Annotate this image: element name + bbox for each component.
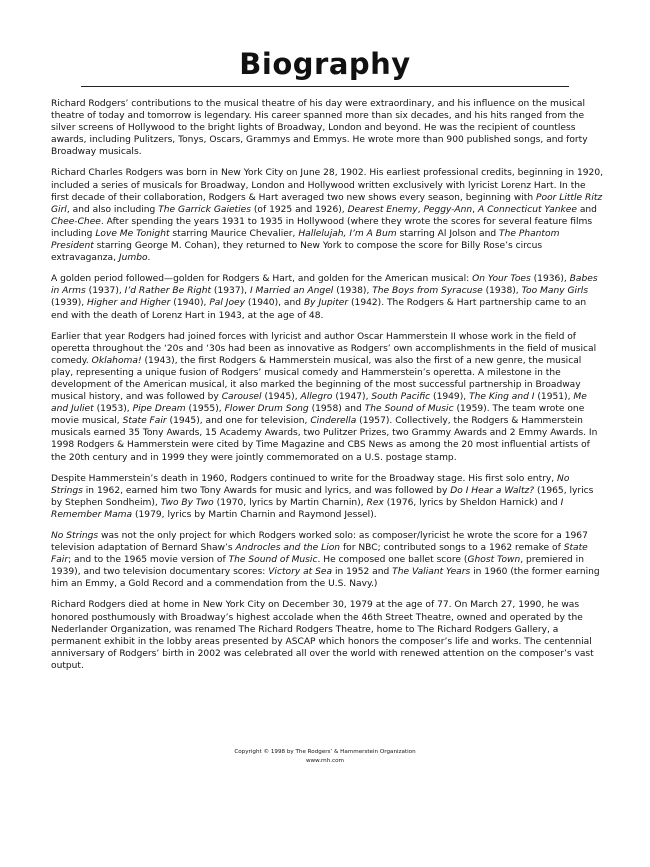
text-run: . After spending the years 1931 to 1935 in Hollywood (where they wrote the scores for several feature films including [51,216,593,239]
italic-title: On Your Toes [472,274,531,285]
text-run: . [147,253,151,264]
text-run: in 1962, earned him two Tony Awards for music and lyrics, and was followed by [82,485,451,496]
text-run: in 1960 (the former earning him an Emmy, a Gold Record and a commendation from the U.S. Navy.) [51,567,600,590]
paragraph-6 [51,530,604,590]
italic-title: Victory at Sea [268,567,333,578]
italic-title: The Phantom President [51,228,560,252]
text-run: (1937), [85,286,125,297]
website-link[interactable]: www.rnh.com [305,758,344,764]
paragraph-5 [51,473,604,521]
italic-title: The Sound of Music [228,555,318,566]
text-run: (1937), [211,286,250,297]
italic-title: The Valiant Years [392,567,471,578]
text-run: Earlier that year Rodgers had joined forces with lyricist and author Oscar Hammerstein II whose work in the field of operetta throughout the ‘20s and ‘30s had been as innovative as Rodgers’ own accomplishments in the field of musical comedy. [51,331,597,366]
italic-title: The King and I [469,392,535,403]
italic-title: Oklahoma! [91,355,142,366]
paragraph-7 [51,599,604,672]
italic-title: Poor Little Ritz Girl [51,192,603,215]
text-run: (1945), and one for television, [166,416,311,427]
italic-title: Pal Joey [209,298,246,309]
italic-title: The Garrick Gaieties [158,204,251,215]
text-run: for NBC; contributed songs to a 1962 remake of [340,543,564,554]
text-run: (1965, lyrics by Stephen Sondheim), [51,485,594,508]
text-run: (1953), [93,404,133,415]
italic-title: No Strings [51,473,570,496]
italic-title: Babes in Arms [51,274,598,297]
text-run: (1938), [482,286,522,297]
text-run: (1949), [430,392,470,403]
text-run: Richard Rodgers died at home in New York City on December 30, 1979 at the age of 77. On March 27, 1990, he was honored posthumously with Broadway’s highest accolade when the 46th Street Theatre, owned and operated by the Nederlander Organization, was renamed The Richard Rodgers Theatre, home to The Richard Rodgers Gallery, a permanent exhibit in the lobby areas presented by ASCAP which honors the composer’s life and works. The centennial anniversary of Rodgers’ birth in 2002 was celebrated all over the world with renewed attention on the composer’s vast output. [51,600,594,671]
italic-title: Cinderella [310,416,357,427]
text-run: (1970, lyrics by Martin Charnin), [213,497,367,508]
text-run: , [417,204,424,215]
italic-title: Dearest Enemy [347,204,418,215]
title-divider [81,86,569,87]
italic-title: Chee-Chee [51,216,101,227]
page-title: Biography [239,47,411,81]
text-run: ; and to the 1965 movie version of [68,555,229,566]
text-run: (1939), [51,298,88,309]
italic-title: I Married an Angel [249,286,334,297]
text-run: (1945), [261,392,301,403]
italic-title: Flower Drum Song [224,404,309,415]
text-run: starring Maurice Chevalier, [169,228,299,239]
text-run: , and also including [66,204,159,215]
paragraph-1 [51,98,604,158]
text-run: (1951), [534,392,574,403]
italic-title: Rex [366,497,384,508]
text-run: (1943), the first Rodgers & Hammerstein musical, was also the first of a new genre, the musical play, representing a unique fusion of Rodgers’ musical comedy and Hammerstein’s operetta. A milestone in the development of the American musical, it also marked the beginning of the most successful partnership in Broadway musical history, and was followed by [51,355,582,403]
text-run: (1955), [185,404,225,415]
text-run: starring George M. Cohan), they returned to New York to compose the score for Billy Rose’s circus extravaganza, [51,241,543,264]
biography-body [51,98,604,681]
text-run: (1940), [170,298,210,309]
italic-title: Pipe Dream [132,404,186,415]
text-run: (1947), [332,392,372,403]
italic-title: Jumbo [118,253,148,264]
text-run: Richard Charles Rodgers was born in New York City on June 28, 1902. His earliest professional credits, beginning in 1920, included a series of musicals for Broadway, London and Hollywood written exclusively with lyricist Lorenz Hart. In the first decade of their collaboration, Rodgers & Hart averaged two new shows every season, beginning with [51,168,604,203]
paragraph-3 [51,273,604,321]
text-run: (1959). The team wrote one movie musical, [51,404,585,427]
paragraph-4 [51,331,604,464]
text-run: (1936), [530,274,570,285]
text-run: (1958) and [308,404,365,415]
italic-title: Higher and Higher [87,298,171,309]
text-run: (1957). Collectively, the Rodgers & Hammerstein musicals earned 35 Tony Awards, 15 Academy Awards, two Pulitzer Prizes, two Grammy Awards and 2 Emmy Awards. In 1998 Rodgers & Hammerstein were cited by Time Magazine and CBS News as among the 20 most influential artists of the 20th century and in 1999 they were jointly commemorated on a U.S. postage stamp. [51,416,598,463]
text-run: A golden period followed—golden for Rodgers & Hart, and golden for the American musical: [51,274,473,285]
text-run: , premiered in 1939), and two television documentary scores: [51,555,584,578]
paragraph-2 [51,167,604,264]
italic-title: I Remember Mama [51,497,564,520]
italic-title: Peggy-Ann [423,204,473,215]
italic-title: State Fair [51,543,588,566]
text-run: starring Al Jolson and [396,228,500,239]
italic-title: South Pacific [371,392,431,403]
italic-title: Androcles and the Lion [235,543,341,554]
italic-title: The Sound of Music [364,404,454,415]
copyright-notice: Copyright © 1998 by The Rodgers’ & Hammerstein Organization [234,749,416,755]
italic-title: No Strings [51,531,99,541]
text-run: Richard Rodgers’ contributions to the musical theatre of his day were extraordinary, and his influence on the musical theatre of today and tomorrow is legendary. His career spanned more than six decades, and his hits ranged from the silver screens of Hollywood to the bright lights of Broadway, London and beyond. He was the recipient of countless awards, including Pulitzers, Tonys, Oscars, Grammys and Emmys. He wrote more than 900 published songs, and forty Broadway musicals. [51,99,588,158]
text-run: (1976, lyrics by Sheldon Harnick) and [383,497,561,508]
italic-title: Do I Hear a Waltz? [450,485,535,496]
text-run: Despite Hammerstein’s death in 1960, Rodgers continued to write for the Broadway stage. His first solo entry, [51,473,558,484]
italic-title: Love Me Tonight [95,228,170,239]
text-run: , [472,204,478,215]
text-run: (1940), and [245,298,304,309]
italic-title: Allegro [300,392,333,403]
text-run: and [576,204,597,215]
text-run: (1938), [333,286,373,297]
italic-title: The Boys from Syracuse [372,286,483,297]
italic-title: By Jupiter [303,298,349,309]
italic-title: Hallelujah, I’m A Bum [298,228,397,239]
footer [0,748,650,766]
italic-title: State Fair [122,416,167,427]
italic-title: Carousel [221,392,262,403]
italic-title: Me and Juliet [51,392,587,415]
text-run: was not the only project for which Rodgers worked solo: as composer/lyricist he wrote the score for a 1967 television adaptation of Bernard Shaw’s [51,531,588,554]
text-run: in 1952 and [332,567,393,578]
italic-title: A Connecticut Yankee [477,204,577,215]
italic-title: I’d Rather Be Right [124,286,212,297]
italic-title: Two By Two [160,497,214,508]
text-run: (1942). The Rodgers & Hart partnership came to an end with the death of Lorenz Hart in 1943, at the age of 48. [51,298,587,321]
italic-title: Too Many Girls [521,286,589,297]
text-run: . He composed one ballet score ( [317,555,468,566]
text-run: (1979, lyrics by Martin Charnin and Raymond Jessel). [132,509,377,520]
text-run: (of 1925 and 1926), [250,204,348,215]
italic-title: Ghost Town [467,555,521,566]
